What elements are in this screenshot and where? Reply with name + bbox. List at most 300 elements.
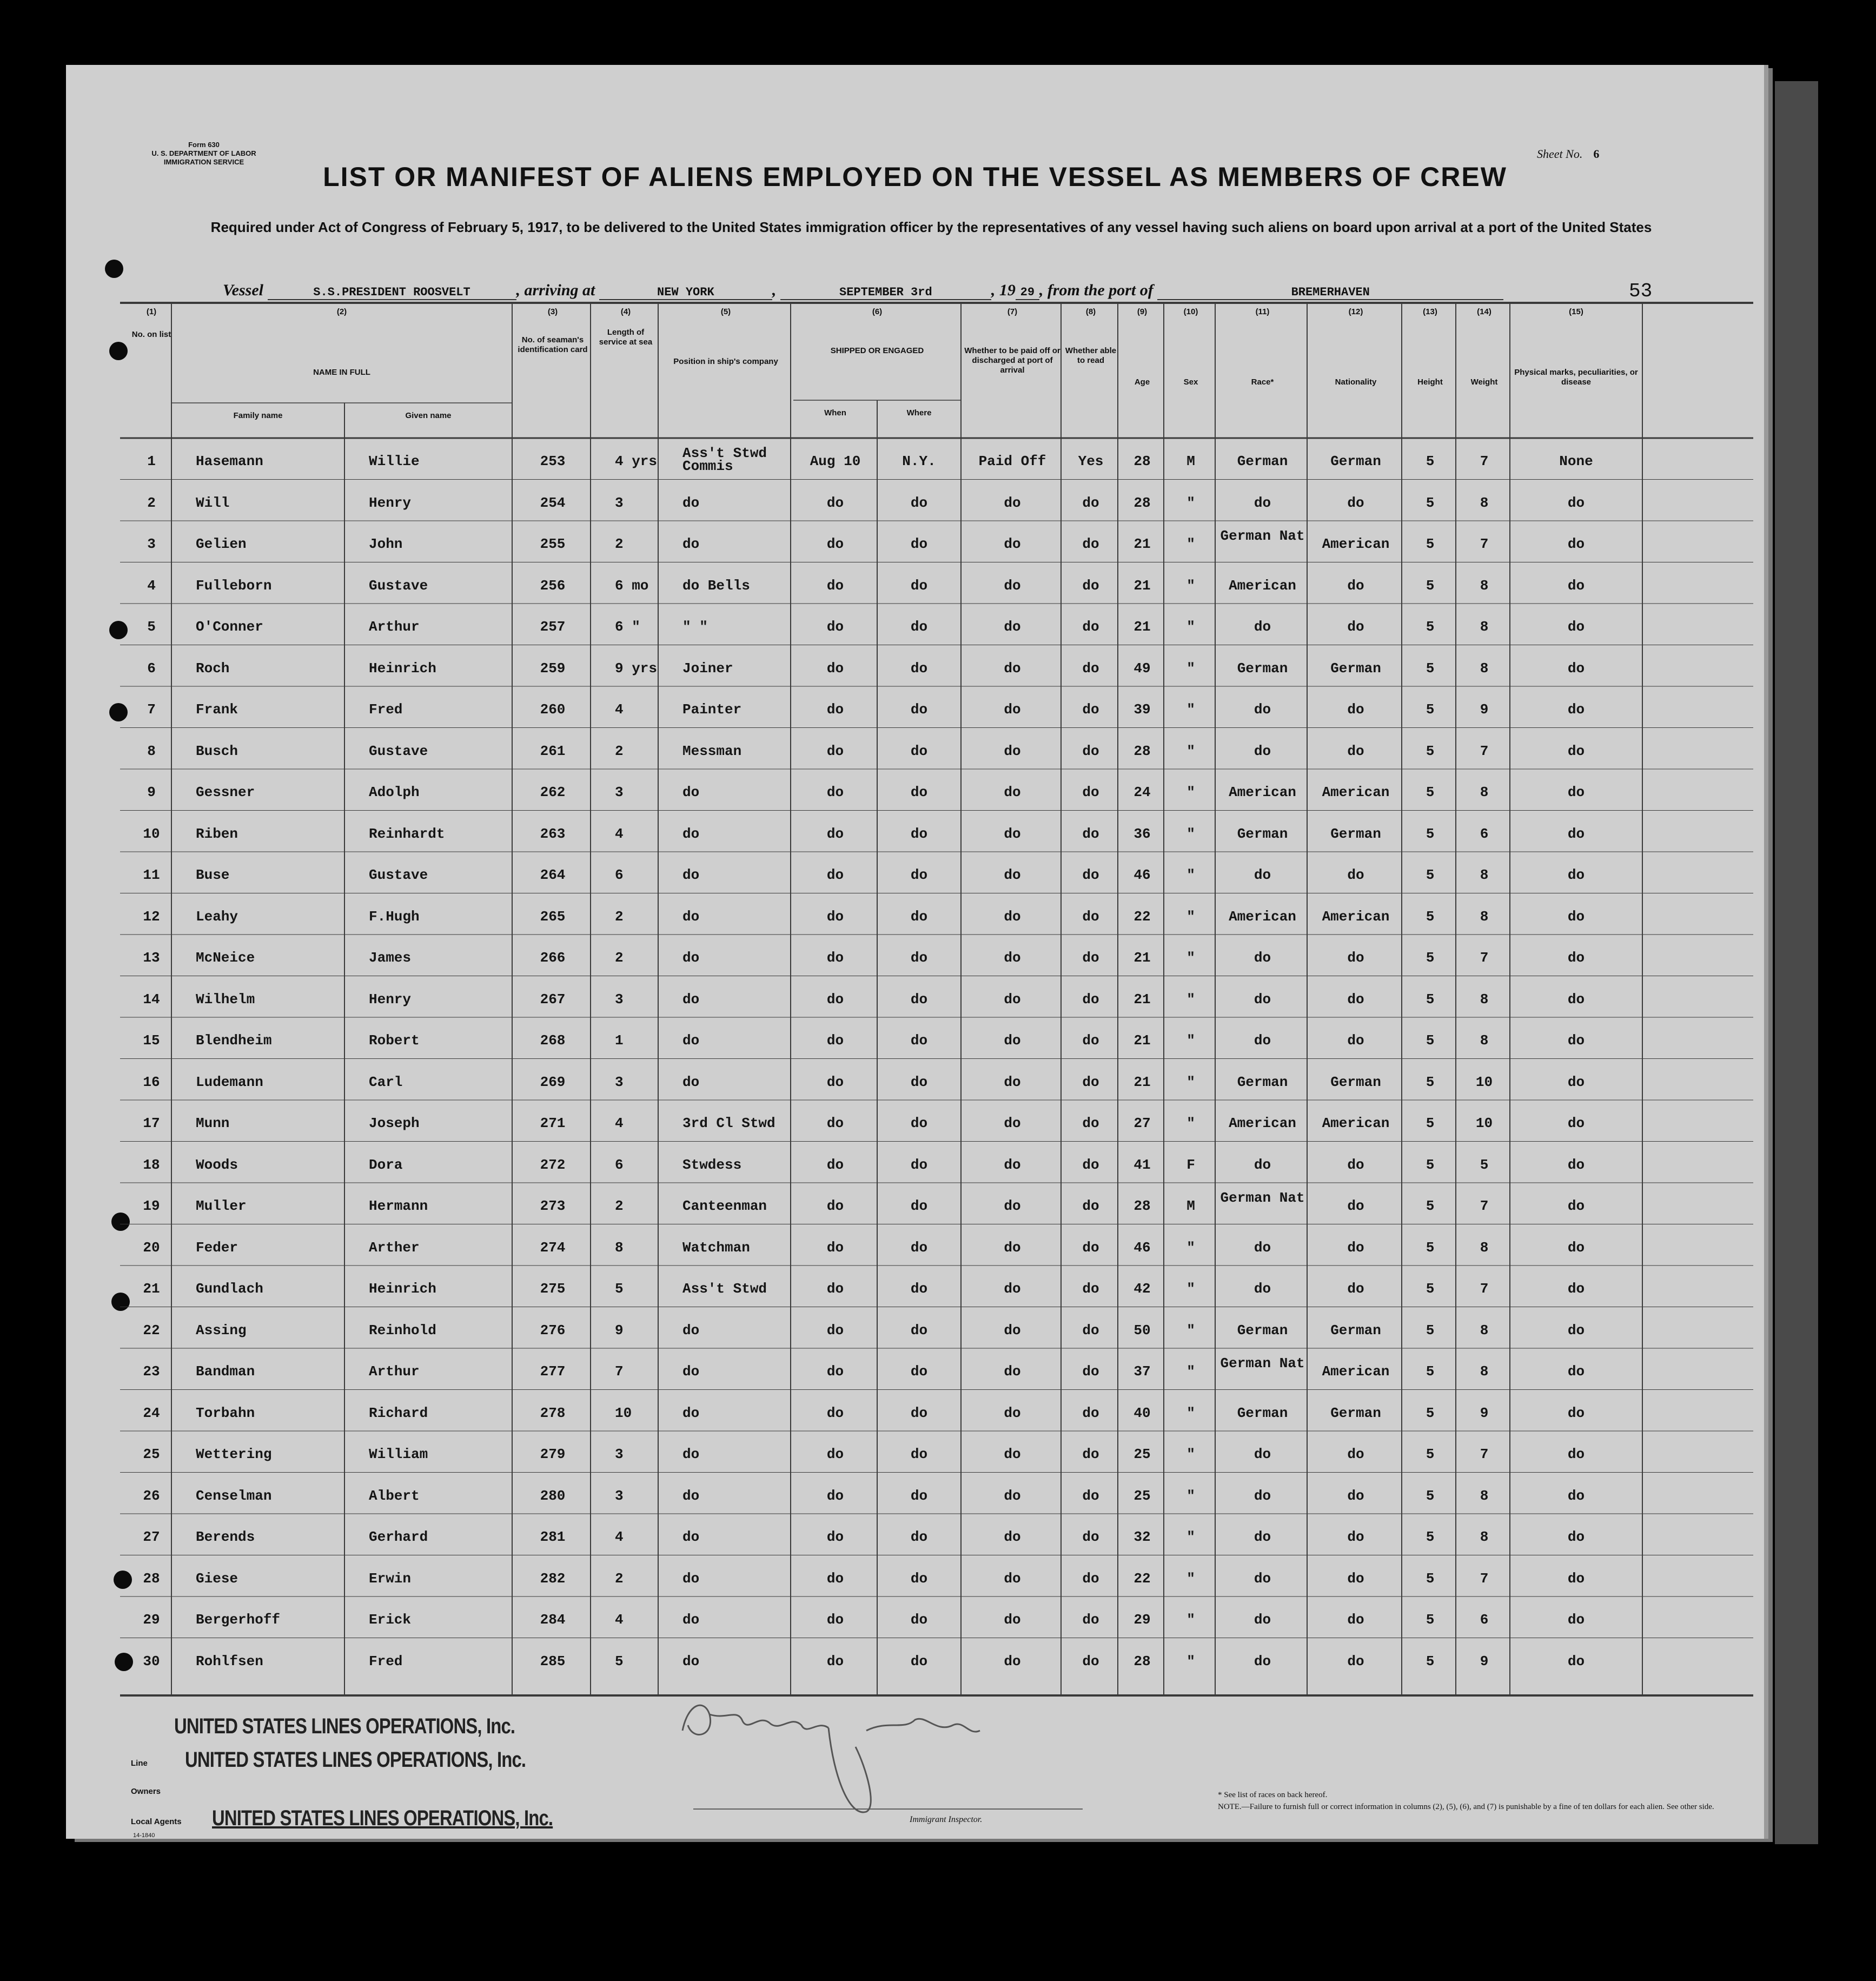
cell-family: Muller [196, 1198, 247, 1214]
cell-service: 2 [615, 1570, 624, 1587]
cell-position: Painter [682, 701, 742, 718]
cell-race: German Nat [1220, 1355, 1305, 1372]
cell-when: do [826, 1404, 844, 1421]
cell-read: do [1082, 1322, 1099, 1339]
cell-service: 2 [615, 536, 624, 552]
cell-service: 5 [615, 1281, 624, 1297]
cell-marks: do [1567, 660, 1585, 677]
cell-family: Berends [196, 1529, 255, 1545]
cell-no: 30 [143, 1653, 160, 1669]
cell-weight: 8 [1480, 1363, 1489, 1380]
cell-marks: do [1567, 784, 1585, 800]
cell-weight: 6 [1480, 825, 1489, 842]
cell-height: 5 [1426, 1529, 1435, 1545]
cell-no: 15 [143, 1032, 160, 1049]
header-seaman-card: No. of seaman's identification card [518, 335, 588, 354]
cell-card: 262 [540, 784, 566, 800]
cell-nationality: do [1347, 1198, 1364, 1214]
cell-where: do [910, 908, 928, 925]
cell-no: 18 [143, 1156, 160, 1173]
cell-where: do [910, 1198, 928, 1214]
cell-no: 10 [143, 825, 160, 842]
cell-where: N.Y. [902, 453, 936, 469]
cell-position: do [682, 1404, 700, 1421]
adjacent-page-edge [1775, 81, 1818, 1844]
header-no-on-list: No. on list [131, 330, 171, 339]
cell-nationality: American [1322, 1115, 1390, 1131]
cell-height: 5 [1426, 1653, 1435, 1669]
cell-paid: do [1004, 1612, 1021, 1628]
cell-marks: do [1567, 950, 1585, 966]
cell-weight: 6 [1480, 1612, 1489, 1628]
cell-when: do [826, 1487, 844, 1504]
cell-marks: do [1567, 867, 1585, 883]
cell-age: 39 [1133, 701, 1151, 718]
cell-weight: 8 [1480, 1529, 1489, 1545]
cell-family: Munn [196, 1115, 230, 1131]
cell-weight: 9 [1480, 1404, 1489, 1421]
cell-read: do [1082, 619, 1099, 635]
cell-weight: 7 [1480, 1281, 1489, 1297]
cell-marks: do [1567, 1074, 1585, 1090]
cell-nationality: do [1347, 1487, 1364, 1504]
cell-race: do [1254, 1612, 1271, 1628]
cell-service: 7 [615, 1363, 624, 1380]
cell-age: 21 [1133, 1074, 1151, 1090]
header-length-service: Length of service at sea [599, 328, 653, 347]
cell-card: 259 [540, 660, 566, 677]
cell-nationality: German [1330, 1404, 1381, 1421]
cell-age: 24 [1133, 784, 1151, 800]
cell-height: 5 [1426, 784, 1435, 800]
cell-where: do [910, 1322, 928, 1339]
cell-position: Ass't Stwd Commis [682, 445, 767, 474]
cell-given: Heinrich [369, 660, 436, 677]
cell-no: 8 [147, 743, 156, 759]
cell-no: 11 [143, 867, 160, 883]
cell-weight: 9 [1480, 1653, 1489, 1669]
cell-where: do [910, 1653, 928, 1669]
cell-marks: do [1567, 1198, 1585, 1214]
col-num: (9) [1137, 307, 1148, 316]
cell-race: do [1254, 1653, 1271, 1669]
cell-service: 6 " [615, 619, 640, 635]
col-num: (1) [146, 307, 157, 316]
cell-where: do [910, 950, 928, 966]
cell-given: Reinhold [369, 1322, 436, 1339]
cell-paid: do [1004, 784, 1021, 800]
cell-where: do [910, 1074, 928, 1090]
cell-when: do [826, 494, 844, 511]
cell-marks: None [1559, 453, 1593, 469]
cell-sex: " [1186, 1239, 1195, 1256]
cell-position: do Bells [682, 577, 750, 594]
cell-height: 5 [1426, 991, 1435, 1008]
cell-when: do [826, 1529, 844, 1545]
cell-no: 2 [147, 494, 156, 511]
cell-sex: " [1186, 1322, 1195, 1339]
cell-family: Gundlach [196, 1281, 263, 1297]
cell-service: 3 [615, 1074, 624, 1090]
cell-race: American [1229, 908, 1296, 925]
agents-stamp: UNITED STATES LINES OPERATIONS, Inc. [212, 1806, 553, 1830]
cell-service: 2 [615, 1198, 624, 1214]
cell-family: Buse [196, 867, 230, 883]
cell-family: Blendheim [196, 1032, 272, 1049]
cell-sex: " [1186, 1612, 1195, 1628]
cell-position: Ass't Stwd [682, 1281, 767, 1297]
cell-race: do [1254, 950, 1271, 966]
cell-service: 4 [615, 1612, 624, 1628]
inspector-signature [672, 1682, 1007, 1877]
cell-card: 280 [540, 1487, 566, 1504]
cell-when: do [826, 701, 844, 718]
cell-age: 50 [1133, 1322, 1151, 1339]
cell-where: do [910, 701, 928, 718]
cell-age: 29 [1133, 1612, 1151, 1628]
cell-age: 40 [1133, 1404, 1151, 1421]
cell-no: 23 [143, 1363, 160, 1380]
cell-sex: " [1186, 1529, 1195, 1545]
cell-weight: 8 [1480, 660, 1489, 677]
cell-marks: do [1567, 743, 1585, 759]
cell-weight: 8 [1480, 867, 1489, 883]
cell-sex: " [1186, 1115, 1195, 1131]
cell-when: do [826, 950, 844, 966]
cell-sex: " [1186, 494, 1195, 511]
cell-where: do [910, 784, 928, 800]
cell-card: 253 [540, 453, 566, 469]
cell-race: German [1237, 1404, 1288, 1421]
cell-nationality: do [1347, 867, 1364, 883]
cell-service: 4 [615, 825, 624, 842]
cell-nationality: do [1347, 1570, 1364, 1587]
cell-position: Watchman [682, 1239, 750, 1256]
cell-where: do [910, 825, 928, 842]
cell-card: 281 [540, 1529, 566, 1545]
cell-paid: do [1004, 908, 1021, 925]
cell-no: 29 [143, 1612, 160, 1628]
cell-given: Arthur [369, 1363, 420, 1380]
cell-paid: do [1004, 1404, 1021, 1421]
cell-read: do [1082, 1115, 1099, 1131]
vessel-label: Vessel [223, 281, 263, 299]
cell-position: do [682, 991, 700, 1008]
cell-position: do [682, 1363, 700, 1380]
cell-family: Leahy [196, 908, 238, 925]
cell-position: do [682, 494, 700, 511]
year-prefix: , 19 [991, 281, 1016, 299]
cell-sex: " [1186, 701, 1195, 718]
cell-paid: do [1004, 1032, 1021, 1049]
cell-race: do [1254, 1446, 1271, 1462]
cell-card: 271 [540, 1115, 566, 1131]
cell-family: Bandman [196, 1363, 255, 1380]
local-agents-label: Local Agents [131, 1817, 182, 1826]
cell-height: 5 [1426, 1363, 1435, 1380]
cell-paid: do [1004, 1487, 1021, 1504]
cell-read: do [1082, 1404, 1099, 1421]
cell-marks: do [1567, 1322, 1585, 1339]
cell-no: 12 [143, 908, 160, 925]
page-number: 53 [1629, 280, 1653, 302]
cell-race: German [1237, 660, 1288, 677]
cell-weight: 7 [1480, 453, 1489, 469]
cell-read: do [1082, 825, 1099, 842]
cell-where: do [910, 1156, 928, 1173]
cell-paid: do [1004, 494, 1021, 511]
races-note: * See list of races on back hereof. [1218, 1791, 1328, 1799]
cell-race: German [1237, 825, 1288, 842]
cell-marks: do [1567, 1487, 1585, 1504]
cell-position: Stwdess [682, 1156, 742, 1173]
cell-card: 255 [540, 536, 566, 552]
header-weight: Weight [1470, 377, 1498, 387]
cell-service: 3 [615, 1487, 624, 1504]
cell-weight: 8 [1480, 784, 1489, 800]
header-name-in-full: NAME IN FULL [313, 368, 370, 377]
cell-family: Frank [196, 701, 238, 718]
cell-race: do [1254, 701, 1271, 718]
cell-family: Fulleborn [196, 577, 272, 594]
cell-marks: do [1567, 1115, 1585, 1131]
cell-read: do [1082, 950, 1099, 966]
inspector-label: Immigrant Inspector. [910, 1815, 983, 1824]
cell-height: 5 [1426, 1074, 1435, 1090]
header-given-name: Given name [405, 411, 452, 420]
cell-weight: 5 [1480, 1156, 1489, 1173]
cell-age: 27 [1133, 1115, 1151, 1131]
cell-when: do [826, 825, 844, 842]
cell-where: do [910, 1115, 928, 1131]
cell-race: German [1237, 1074, 1288, 1090]
cell-sex: " [1186, 743, 1195, 759]
cell-when: do [826, 1570, 844, 1587]
cell-card: 268 [540, 1032, 566, 1049]
cell-nationality: do [1347, 1156, 1364, 1173]
cell-where: do [910, 1612, 928, 1628]
cell-marks: do [1567, 701, 1585, 718]
cell-nationality: do [1347, 1281, 1364, 1297]
cell-sex: " [1186, 908, 1195, 925]
cell-paid: do [1004, 991, 1021, 1008]
cell-height: 5 [1426, 1032, 1435, 1049]
cell-position: Canteenman [682, 1198, 767, 1214]
cell-race: German [1237, 453, 1288, 469]
cell-when: do [826, 1115, 844, 1131]
departure-port: BREMERHAVEN [1157, 286, 1503, 300]
cell-weight: 10 [1475, 1074, 1493, 1090]
cell-nationality: do [1347, 701, 1364, 718]
cell-read: do [1082, 1281, 1099, 1297]
cell-marks: do [1567, 1404, 1585, 1421]
cell-paid: do [1004, 1115, 1021, 1131]
col-num: (5) [720, 307, 731, 316]
cell-card: 257 [540, 619, 566, 635]
cell-given: F.Hugh [369, 908, 420, 925]
service-name: IMMIGRATION SERVICE [163, 158, 244, 166]
cell-age: 28 [1133, 494, 1151, 511]
cell-where: do [910, 1404, 928, 1421]
col-num: (2) [336, 307, 347, 316]
cell-read: do [1082, 660, 1099, 677]
cell-position: do [682, 1074, 700, 1090]
cell-position: Joiner [682, 660, 733, 677]
cell-nationality: do [1347, 1653, 1364, 1669]
cell-when: do [826, 1239, 844, 1256]
cell-where: do [910, 991, 928, 1008]
cell-marks: do [1567, 908, 1585, 925]
cell-given: Reinhardt [369, 825, 445, 842]
cell-age: 21 [1133, 991, 1151, 1008]
cell-card: 261 [540, 743, 566, 759]
cell-card: 254 [540, 494, 566, 511]
cell-when: do [826, 784, 844, 800]
cell-position: do [682, 1487, 700, 1504]
cell-nationality: do [1347, 1446, 1364, 1462]
cell-no: 24 [143, 1404, 160, 1421]
cell-sex: " [1186, 1281, 1195, 1297]
cell-service: 10 [615, 1404, 632, 1421]
cell-height: 5 [1426, 825, 1435, 842]
arrival-port: NEW YORK [599, 286, 772, 300]
cell-height: 5 [1426, 1115, 1435, 1131]
cell-when: do [826, 1281, 844, 1297]
cell-nationality: German [1330, 825, 1381, 842]
cell-family: Torbahn [196, 1404, 255, 1421]
cell-sex: " [1186, 1404, 1195, 1421]
cell-age: 28 [1133, 743, 1151, 759]
cell-position: do [682, 867, 700, 883]
cell-age: 32 [1133, 1529, 1151, 1545]
cell-given: James [369, 950, 412, 966]
cell-position: Messman [682, 743, 742, 759]
cell-weight: 8 [1480, 1322, 1489, 1339]
cell-sex: " [1186, 1032, 1195, 1049]
cell-nationality: do [1347, 577, 1364, 594]
cell-race: German Nat [1220, 1190, 1305, 1206]
cell-service: 4 [615, 1529, 624, 1545]
cell-given: Gustave [369, 743, 428, 759]
cell-where: do [910, 494, 928, 511]
col-num: (11) [1255, 307, 1270, 316]
cell-age: 41 [1133, 1156, 1151, 1173]
cell-no: 9 [147, 784, 156, 800]
cell-read: do [1082, 991, 1099, 1008]
cell-card: 264 [540, 867, 566, 883]
cell-when: Aug 10 [810, 453, 861, 469]
cell-family: Woods [196, 1156, 238, 1173]
cell-read: do [1082, 1239, 1099, 1256]
cell-race: American [1229, 577, 1296, 594]
cell-given: John [369, 536, 403, 552]
cell-read: do [1082, 1074, 1099, 1090]
cell-service: 6 [615, 1156, 624, 1173]
cell-read: do [1082, 701, 1099, 718]
cell-age: 21 [1133, 1032, 1151, 1049]
cell-card: 260 [540, 701, 566, 718]
cell-when: do [826, 577, 844, 594]
cell-race: German [1237, 1322, 1288, 1339]
cell-age: 21 [1133, 536, 1151, 552]
cell-race: do [1254, 1239, 1271, 1256]
cell-nationality: do [1347, 494, 1364, 511]
cell-family: Will [196, 494, 230, 511]
cell-when: do [826, 1446, 844, 1462]
cell-when: do [826, 1198, 844, 1214]
cell-family: Rohlfsen [196, 1653, 263, 1669]
cell-given: Gustave [369, 577, 428, 594]
cell-position: do [682, 825, 700, 842]
cell-marks: do [1567, 1529, 1585, 1545]
cell-given: Albert [369, 1487, 420, 1504]
cell-height: 5 [1426, 1570, 1435, 1587]
cell-position: do [682, 784, 700, 800]
cell-no: 21 [143, 1281, 160, 1297]
cell-nationality: German [1330, 453, 1381, 469]
cell-height: 5 [1426, 536, 1435, 552]
cell-position: do [682, 1612, 700, 1628]
cell-marks: do [1567, 1570, 1585, 1587]
cell-weight: 7 [1480, 1446, 1489, 1462]
cell-family: McNeice [196, 950, 255, 966]
cell-service: 2 [615, 908, 624, 925]
cell-given: Joseph [369, 1115, 420, 1131]
cell-age: 42 [1133, 1281, 1151, 1297]
cell-weight: 8 [1480, 494, 1489, 511]
cell-nationality: do [1347, 950, 1364, 966]
cell-nationality: do [1347, 743, 1364, 759]
cell-height: 5 [1426, 743, 1435, 759]
cell-read: do [1082, 1653, 1099, 1669]
cell-height: 5 [1426, 1404, 1435, 1421]
cell-read: do [1082, 1529, 1099, 1545]
cell-weight: 8 [1480, 1032, 1489, 1049]
cell-given: Richard [369, 1404, 428, 1421]
header-shipped-engaged: SHIPPED OR ENGAGED [830, 346, 924, 355]
cell-family: Gelien [196, 536, 247, 552]
cell-nationality: American [1322, 1363, 1390, 1380]
cell-given: Dora [369, 1156, 403, 1173]
cell-read: Yes [1078, 453, 1104, 469]
cell-weight: 7 [1480, 1198, 1489, 1214]
cell-paid: do [1004, 950, 1021, 966]
cell-height: 5 [1426, 619, 1435, 635]
header-family-name: Family name [233, 411, 283, 420]
cell-race: do [1254, 619, 1271, 635]
cell-height: 5 [1426, 1239, 1435, 1256]
cell-race: do [1254, 867, 1271, 883]
cell-height: 5 [1426, 1446, 1435, 1462]
cell-weight: 7 [1480, 743, 1489, 759]
cell-age: 25 [1133, 1487, 1151, 1504]
cell-where: do [910, 1487, 928, 1504]
cell-family: Busch [196, 743, 238, 759]
cell-given: Henry [369, 494, 412, 511]
cell-no: 19 [143, 1198, 160, 1214]
cell-when: do [826, 1612, 844, 1628]
cell-service: 5 [615, 1653, 624, 1669]
cell-family: Ludemann [196, 1074, 263, 1090]
cell-when: do [826, 1032, 844, 1049]
cell-nationality: German [1330, 1322, 1381, 1339]
cell-paid: do [1004, 660, 1021, 677]
cell-paid: do [1004, 619, 1021, 635]
cell-weight: 7 [1480, 1570, 1489, 1587]
cell-height: 5 [1426, 1281, 1435, 1297]
cell-no: 16 [143, 1074, 160, 1090]
cell-when: do [826, 1322, 844, 1339]
